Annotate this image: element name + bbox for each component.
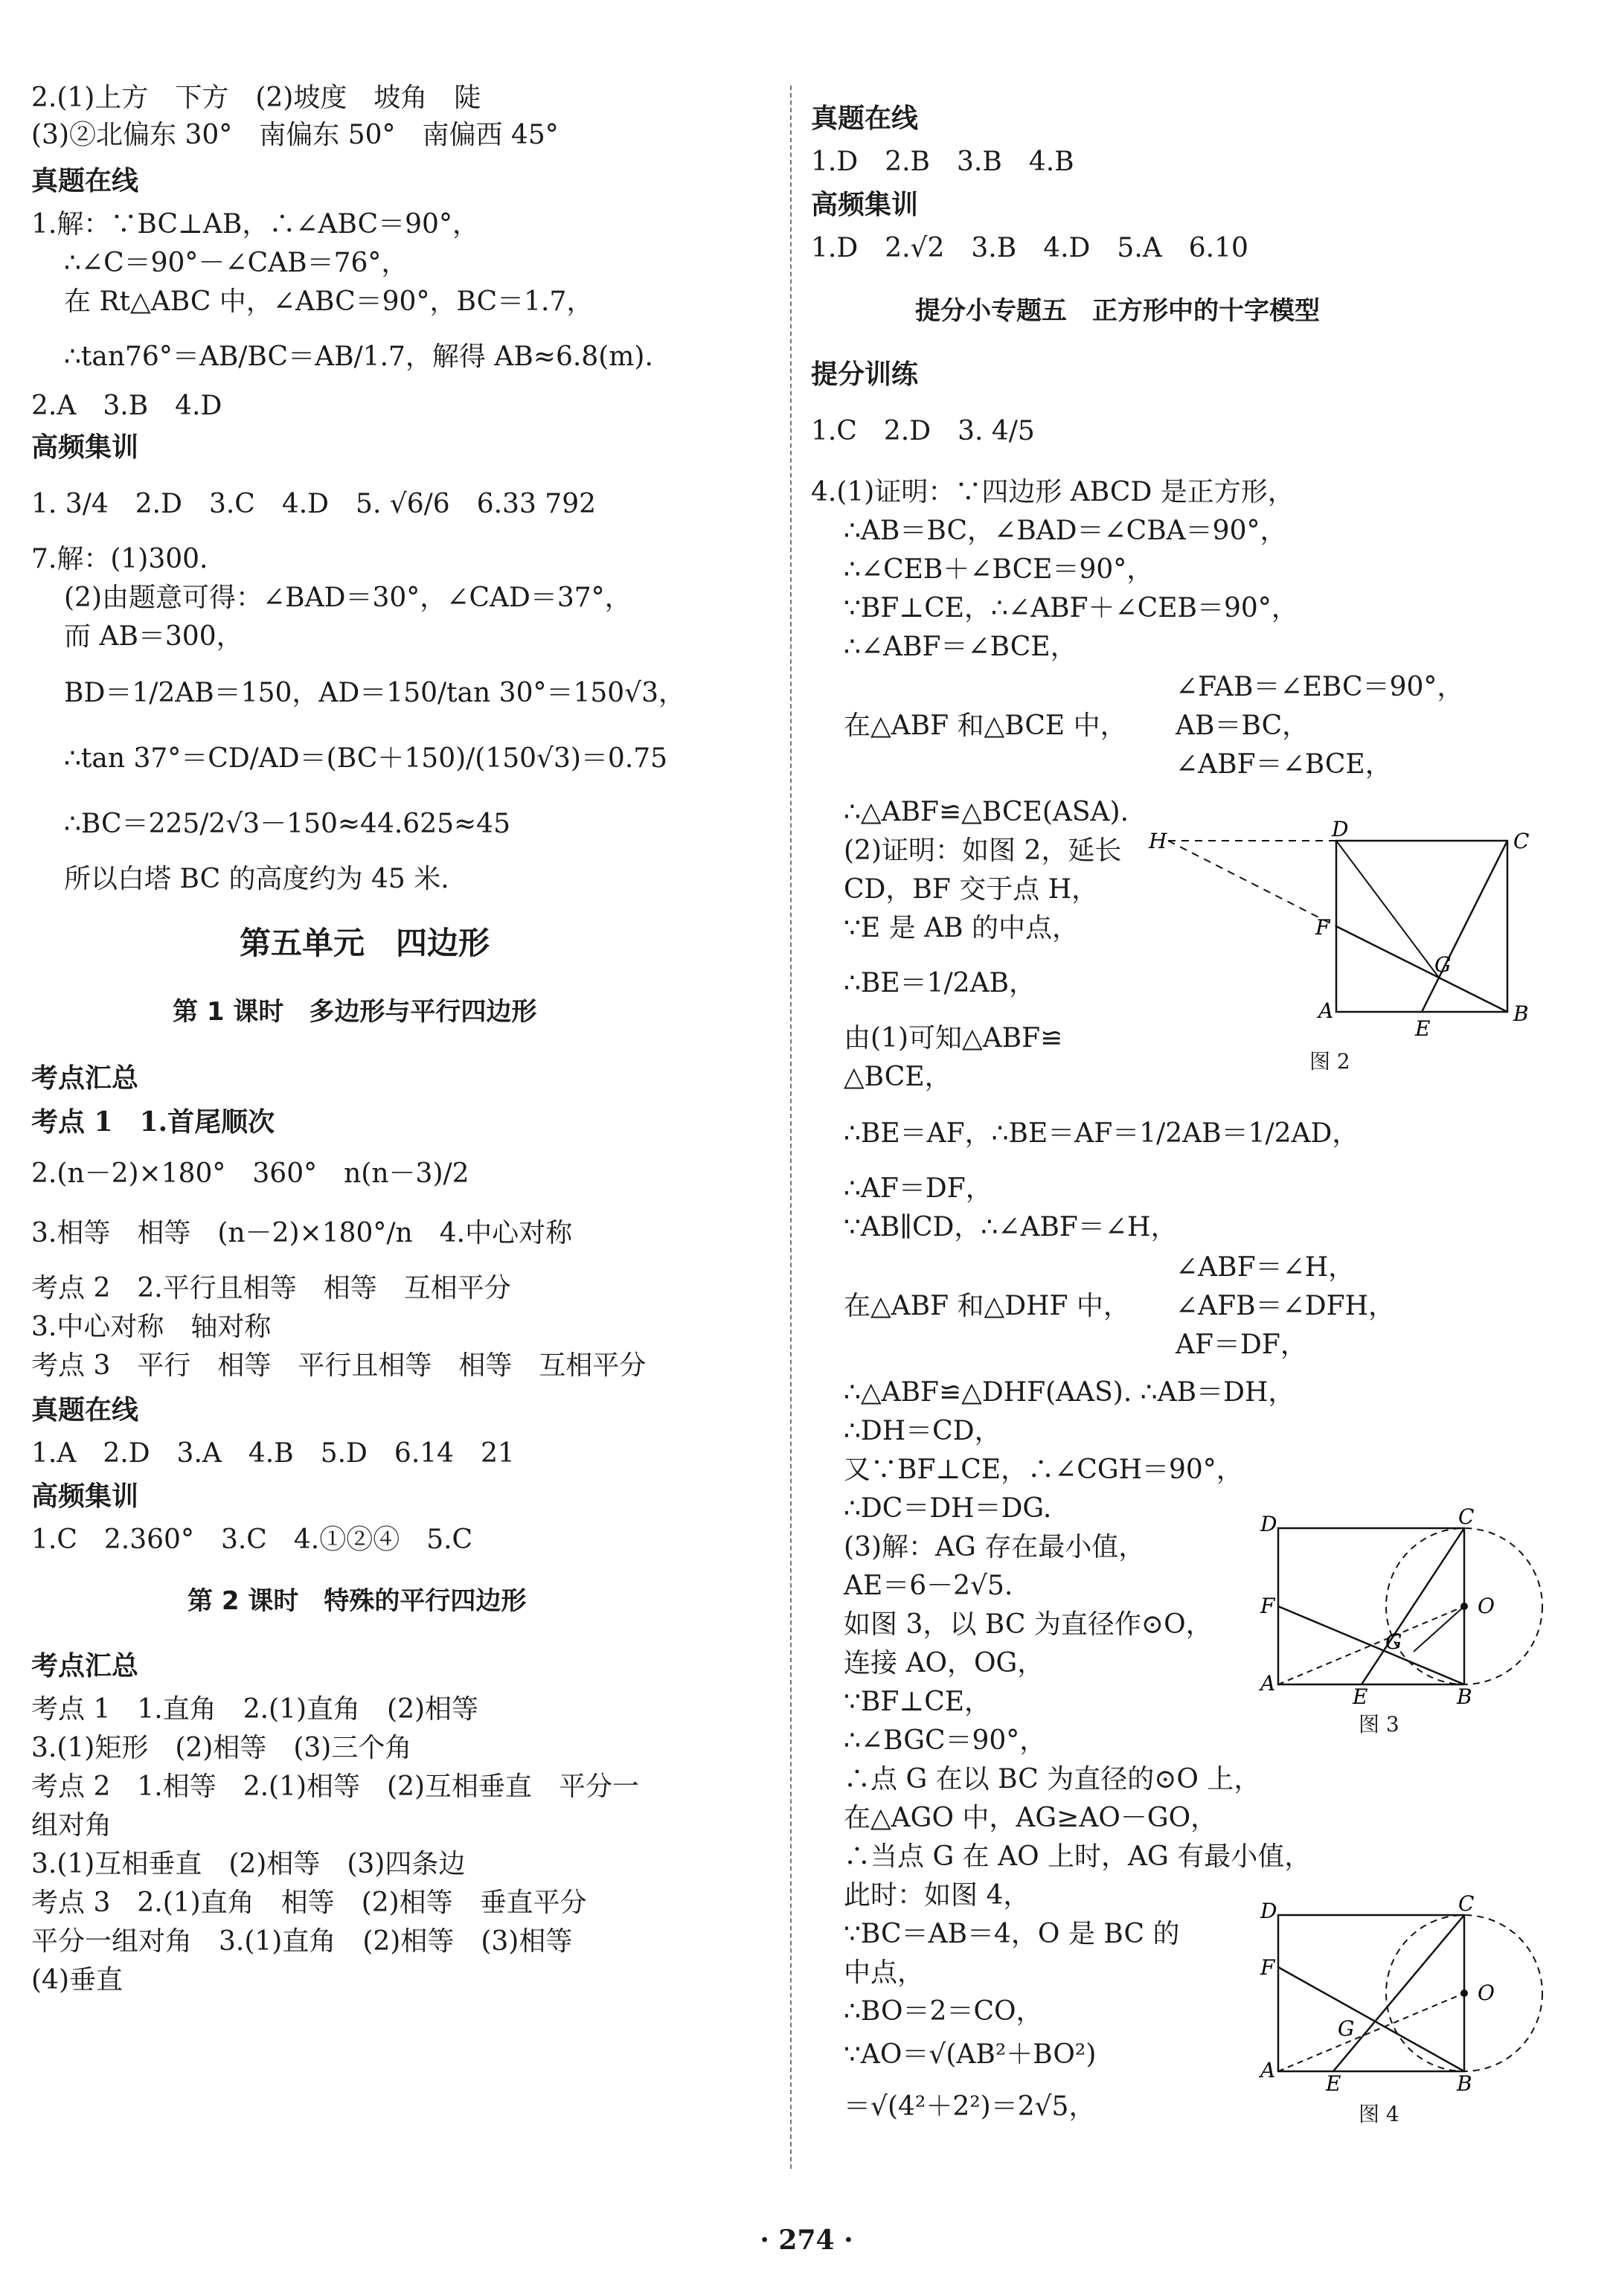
right-text-line: ∵AB∥CD，∴∠ABF＝∠H， xyxy=(844,1212,1178,1242)
left-text-line: 而 AB＝300， xyxy=(64,621,243,652)
left-text-line: 3.(1)矩形 (2)相等 (3)三个角 xyxy=(31,1733,412,1763)
right-text-line: ∠AFB＝∠DFH， xyxy=(1176,1291,1395,1321)
left-text-line: 1.C 2.360° 3.C 4.①②④ 5.C xyxy=(31,1524,473,1555)
fig4-label-f: F xyxy=(1260,1955,1275,1980)
fig3-label-f: F xyxy=(1260,1594,1275,1618)
fig2-label-c: C xyxy=(1513,829,1530,853)
right-text-line: 如图 3，以 BC 为直径作⊙O， xyxy=(844,1609,1213,1640)
right-text-line: ∴△ABF≌△DHF(AAS). ∴AB＝DH， xyxy=(844,1377,1295,1408)
right-text-line: 连接 AO，OG， xyxy=(844,1648,1045,1678)
fig4-label-d: D xyxy=(1260,1899,1277,1923)
fig3-label-c: C xyxy=(1458,1504,1475,1529)
page-number: · 274 · xyxy=(760,2225,853,2256)
right-text-line: 提分小专题五 正方形中的十字模型 xyxy=(915,296,1320,326)
figure-4-caption: 图 4 xyxy=(1359,2102,1399,2126)
left-text-line: 考点 2 1.相等 2.(1)相等 (2)互相垂直 平分一 xyxy=(31,1771,640,1802)
right-text-line: △BCE， xyxy=(844,1062,952,1092)
right-text-line: ∴DC＝DH＝DG. xyxy=(844,1493,1052,1524)
left-text-line: 1.解：∵BC⊥AB，∴∠ABC＝90°， xyxy=(31,209,479,240)
left-text-line: 2.(1)上方 下方 (2)坡度 坡角 陡 xyxy=(31,83,481,113)
right-text-line: 1.D 2.√2 3.B 4.D 5.A 6.10 xyxy=(811,233,1248,263)
right-text-line: ∴AF＝DF， xyxy=(844,1173,993,1204)
figure-4-diagram xyxy=(1257,1891,1510,2096)
right-text-line: ∵E 是 AB 的中点， xyxy=(844,913,1079,943)
fig2-label-e: E xyxy=(1415,1016,1431,1041)
right-text-line: ∵BC＝AB＝4，O 是 BC 的 xyxy=(844,1919,1180,1949)
right-text-line: ∴DH＝CD， xyxy=(844,1416,1001,1446)
right-text-line: ∴AB＝BC，∠BAD＝∠CBA＝90°， xyxy=(844,516,1287,546)
fig3-label-a: A xyxy=(1260,1671,1276,1696)
left-text-line: 第 1 课时 多边形与平行四边形 xyxy=(173,997,537,1027)
right-text-line: 4.(1)证明：∵四边形 ABCD 是正方形， xyxy=(811,477,1295,507)
left-text-line: 高频集训 xyxy=(31,1481,139,1512)
fig4-label-c: C xyxy=(1458,1891,1475,1916)
left-text-line: 7.解：(1)300. xyxy=(31,544,208,574)
left-text-line: 考点汇总 xyxy=(31,1651,139,1681)
left-text-line: ∴∠C＝90°－∠CAB＝76°， xyxy=(64,248,408,278)
right-text-line: AE＝6－2√5. xyxy=(844,1571,1013,1601)
fig4-label-g: G xyxy=(1338,2016,1355,2041)
left-text-line: ∴tan76°＝AB/BC＝AB/1.7，解得 AB≈6.8(m). xyxy=(64,341,653,372)
left-text-line: ∴BC＝225/2√3－150≈44.625≈45 xyxy=(64,809,510,839)
right-text-line: 此时：如图 4， xyxy=(844,1880,1030,1911)
right-text-line: ∴BO＝2＝CO， xyxy=(844,1996,1043,2027)
fig2-label-b: B xyxy=(1513,1001,1529,1026)
right-text-line: ∴当点 G 在 AO 上时，AG 有最小值， xyxy=(844,1841,1312,1872)
fig3-label-g: G xyxy=(1385,1629,1402,1654)
left-text-line: 1.A 2.D 3.A 4.B 5.D 6.14 21 xyxy=(31,1438,515,1469)
fig2-label-f: F xyxy=(1315,915,1330,940)
left-text-line: 考点汇总 xyxy=(31,1063,139,1094)
fig3-label-b: B xyxy=(1457,1684,1472,1709)
left-text-line: 平分一组对角 3.(1)直角 (2)相等 (3)相等 xyxy=(31,1926,573,1957)
right-text-line: ∴∠CEB＋∠BCE＝90°， xyxy=(844,554,1154,585)
fig4-label-a: A xyxy=(1260,2058,1276,2082)
fig3-label-e: E xyxy=(1353,1684,1368,1709)
right-text-line: ∵AO＝√(AB²＋BO²) xyxy=(844,2039,1097,2070)
left-text-line: 真题在线 xyxy=(31,1395,139,1426)
fig2-label-a: A xyxy=(1318,998,1334,1023)
fig2-label-d: D xyxy=(1332,817,1349,841)
right-text-line: 在△ABF 和△DHF 中， xyxy=(844,1291,1130,1321)
right-text-line: (3)解：AG 存在最小值， xyxy=(844,1532,1146,1562)
fig4-label-e: E xyxy=(1326,2071,1341,2096)
right-text-line: ∴点 G 在以 BC 为直径的⊙O 上， xyxy=(844,1764,1261,1795)
fig4-label-o: O xyxy=(1478,1981,1495,2005)
left-text-line: 考点 2 2.平行且相等 相等 互相平分 xyxy=(31,1273,511,1303)
right-text-line: ∵BF⊥CE， xyxy=(844,1687,992,1717)
figure-2-diagram xyxy=(1146,817,1533,1041)
left-text-line: 2.A 3.B 4.D xyxy=(31,391,222,421)
right-text-line: 在△AGO 中，AG≥AO－GO， xyxy=(844,1803,1218,1833)
left-text-line: 考点 1 1.直角 2.(1)直角 (2)相等 xyxy=(31,1694,479,1725)
right-text-line: ∠FAB＝∠EBC＝90°， xyxy=(1176,672,1464,702)
right-text-line: 高频集训 xyxy=(811,190,919,220)
right-text-line: ＝√(4²＋2²)＝2√5， xyxy=(844,2091,1096,2122)
left-text-line: 所以白塔 BC 的高度约为 45 米. xyxy=(64,864,449,894)
right-text-line: 提分训练 xyxy=(811,359,919,390)
left-text-line: 考点 3 平行 相等 平行且相等 相等 互相平分 xyxy=(31,1350,647,1381)
right-text-line: ∴BE＝AF，∴BE＝AF＝1/2AB＝1/2AD， xyxy=(844,1118,1359,1149)
fig4-label-b: B xyxy=(1457,2071,1472,2096)
left-text-line: (4)垂直 xyxy=(31,1965,123,1995)
left-text-line: 组对角 xyxy=(31,1810,112,1841)
left-text-line: 3.相等 相等 (n－2)×180°/n 4.中心对称 xyxy=(31,1218,573,1248)
right-text-line: ∴∠ABF＝∠BCE， xyxy=(844,632,1077,662)
left-text-line: 第五单元 四边形 xyxy=(240,925,490,961)
right-text-line: ∴△ABF≌△BCE(ASA). xyxy=(844,797,1129,827)
figure-4 xyxy=(1257,1891,1510,2096)
column-divider xyxy=(790,86,792,2169)
right-text-line: 在△ABF 和△BCE 中， xyxy=(844,711,1127,741)
left-text-line: 1. 3/4 2.D 3.C 4.D 5. √6/6 6.33 792 xyxy=(31,489,597,519)
left-text-line: (2)由题意可得：∠BAD＝30°，∠CAD＝37°， xyxy=(64,583,632,613)
right-text-line: CD，BF 交于点 H， xyxy=(844,874,1099,905)
fig2-label-g: G xyxy=(1434,952,1452,977)
left-text-line: 3.(1)互相垂直 (2)相等 (3)四条边 xyxy=(31,1849,466,1879)
figure-3-diagram xyxy=(1257,1504,1510,1709)
left-text-line: 考点 3 2.(1)直角 相等 (2)相等 垂直平分 xyxy=(31,1888,587,1918)
right-text-line: 1.C 2.D 3. 4/5 xyxy=(811,416,1035,446)
right-text-line: 1.D 2.B 3.B 4.B xyxy=(811,147,1074,177)
left-text-line: (3)②北偏东 30° 南偏东 50° 南偏西 45° xyxy=(31,120,559,150)
right-text-line: ∠ABF＝∠BCE， xyxy=(1176,749,1392,780)
left-text-line: 3.中心对称 轴对称 xyxy=(31,1312,272,1342)
figure-2-caption: 图 2 xyxy=(1309,1049,1350,1074)
right-text-line: AB＝BC， xyxy=(1176,711,1309,741)
right-text-line: 又∵BF⊥CE，∴∠CGH＝90°， xyxy=(844,1455,1243,1485)
right-text-line: 真题在线 xyxy=(811,103,919,134)
right-text-line: ∵BF⊥CE，∴∠ABF＋∠CEB＝90°， xyxy=(844,593,1298,623)
left-text-line: ∴tan 37°＝CD/AD＝(BC＋150)/(150√3)＝0.75 xyxy=(64,743,668,774)
right-text-line: AF＝DF， xyxy=(1176,1330,1307,1360)
left-text-line: 高频集训 xyxy=(31,432,139,463)
figure-2 xyxy=(1146,817,1533,1041)
right-text-line: ∴∠BGC＝90°， xyxy=(844,1725,1047,1756)
right-text-line: 中点， xyxy=(844,1957,925,1988)
left-text-line: 2.(n－2)×180° 360° n(n－3)/2 xyxy=(31,1158,469,1189)
left-text-line: 真题在线 xyxy=(31,166,139,196)
right-text-line: 由(1)可知△ABF≌ xyxy=(844,1023,1063,1054)
left-text-line: BD＝1/2AB＝150，AD＝150/tan 30°＝150√3， xyxy=(64,678,686,708)
fig3-label-o: O xyxy=(1478,1594,1495,1618)
left-text-line: 第 2 课时 特殊的平行四边形 xyxy=(187,1586,527,1616)
right-text-line: ∠ABF＝∠H， xyxy=(1176,1252,1356,1283)
fig2-label-h: H xyxy=(1149,829,1167,853)
left-text-line: 考点 1 1.首尾顺次 xyxy=(31,1106,275,1138)
right-text-line: (2)证明：如图 2，延长 xyxy=(844,836,1122,866)
figure-3 xyxy=(1257,1504,1510,1709)
left-text-line: 在 Rt△ABC 中，∠ABC＝90°，BC＝1.7， xyxy=(64,286,594,317)
figure-3-caption: 图 3 xyxy=(1359,1712,1399,1737)
right-text-line: ∴BE＝1/2AB， xyxy=(844,968,1036,998)
fig3-label-d: D xyxy=(1260,1512,1277,1536)
